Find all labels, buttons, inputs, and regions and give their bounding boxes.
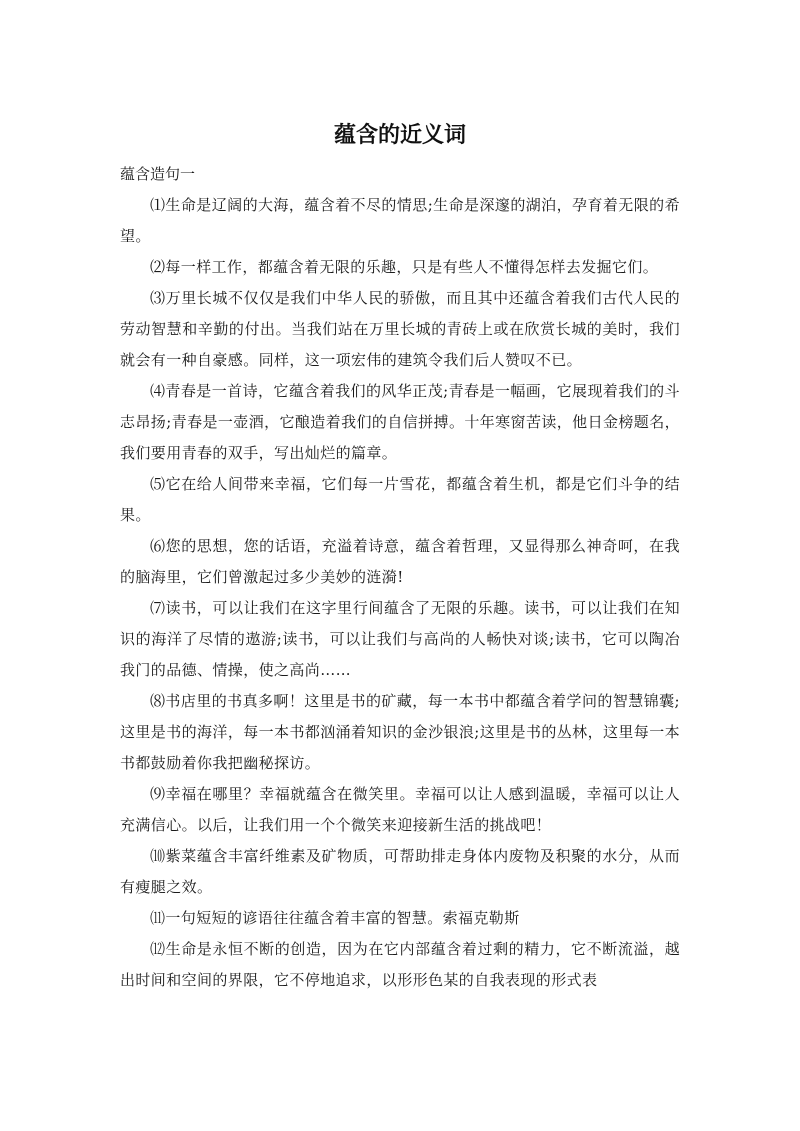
paragraph-2: ⑵每一样工作，都蕴含着无限的乐趣，只是有些人不懂得怎样去发掘它们。 — [150, 258, 659, 276]
paragraph-8: ⑻书店里的书真多啊！这里是书的矿藏，每一本书中都蕴含着学问的智慧锦囊;这里是书的海洋，每一本书都汹涌着知识的金沙银浪;这里是书的丛林，这里每一本书都鼓励着你我把幽秘探访。 — [120, 692, 680, 772]
paragraph-4: ⑷青春是一首诗，它蕴含着我们的风华正茂;青春是一幅画，它展现着我们的斗志昂扬;青春是一壶酒，它酿造着我们的自信拼搏。十年寒窗苦读，他日金榜题名，我们要用青春的双手，写出灿烂的篇章。 — [120, 382, 680, 462]
paragraph-3: ⑶万里长城不仅仅是我们中华人民的骄傲，而且其中还蕴含着我们古代人民的劳动智慧和辛勤的付出。当我们站在万里长城的青砖上或在欣赏长城的美时，我们就会有一种自豪感。同样，这一项宏伟的建筑令我们后人赞叹不已。 — [120, 289, 680, 369]
paragraph-10: ⑽紫菜蕴含丰富纤维素及矿物质，可帮助排走身体内废物及积聚的水分，从而有瘦腿之效。 — [120, 847, 680, 896]
paragraph-6: ⑹您的思想，您的话语，充溢着诗意，蕴含着哲理，又显得那么神奇呵，在我的脑海里，它们曾激起过多少美妙的涟漪! — [120, 537, 680, 586]
paragraph-1: ⑴生命是辽阔的大海，蕴含着不尽的情思;生命是深邃的湖泊，孕育着无限的希望。 — [120, 196, 680, 245]
document-body — [120, 190, 680, 996]
paragraph-7: ⑺读书，可以让我们在这字里行间蕴含了无限的乐趣。读书，可以让我们在知识的海洋了尽情的遨游;读书，可以让我们与高尚的人畅快对谈;读书，它可以陶冶我门的品德、情操，使之高尚…… — [120, 599, 680, 679]
paragraph-9: ⑼幸福在哪里？幸福就蕴含在微笑里。幸福可以让人感到温暖，幸福可以让人充满信心。以后，让我们用一个个微笑来迎接新生活的挑战吧！ — [120, 785, 680, 834]
paragraph-11: ⑾一句短短的谚语往往蕴含着丰富的智慧。索福克勒斯 — [150, 909, 520, 927]
paragraph-12: ⑿生命是永恒不断的创造，因为在它内部蕴含着过剩的精力，它不断流溢，越出时间和空间的界限，它不停地追求，以形形色某的自我表现的形式表 — [120, 940, 680, 989]
document-title: 蕴含的近义词 — [333, 123, 466, 148]
paragraph-5: ⑸它在给人间带来幸福，它们每一片雪花，都蕴含着生机，都是它们斗争的结果。 — [120, 475, 680, 524]
section-heading: 蕴含造句一 — [120, 165, 196, 183]
